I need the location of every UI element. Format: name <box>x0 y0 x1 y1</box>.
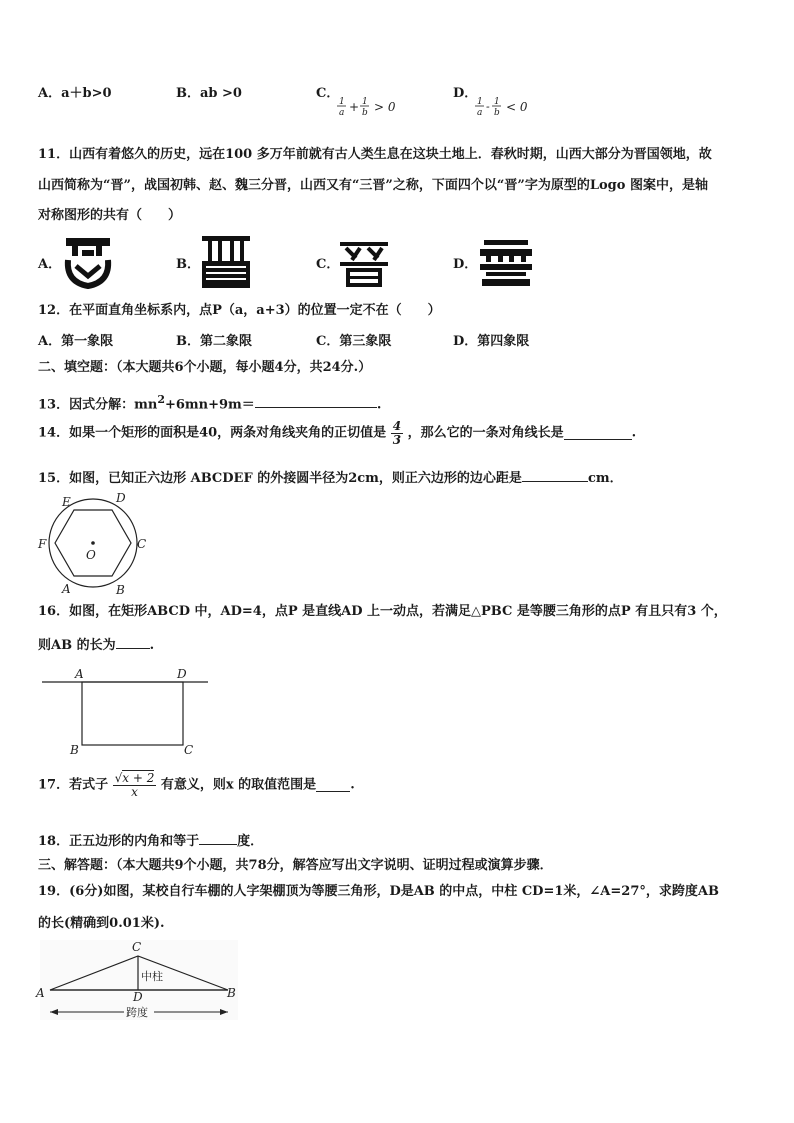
hexagon-label-c: C <box>137 537 147 551</box>
q10-option-a: A．a＋b>0 <box>38 86 112 101</box>
q14-fraction-num: 4 <box>392 419 402 433</box>
q15-stem: 15．如图，已知正六边形 ABCDEF 的外接圆半径为2cm，则正六边形的边心距是 <box>38 471 522 486</box>
q17-fraction-num: √x + 2 <box>114 771 155 785</box>
q13-prefix: 13．因式分解：mn <box>38 397 158 413</box>
q17-fraction <box>113 772 157 799</box>
q11-option-b-label: B． <box>176 257 200 272</box>
svg-text:1: 1 <box>339 97 345 107</box>
svg-text:< 0: < 0 <box>506 100 528 114</box>
q14-prefix: 14．如果一个矩形的面积是40，两条对角线夹角的正切值是 <box>38 425 387 441</box>
truss-label-pillar: 中柱 <box>141 970 163 983</box>
svg-text:a: a <box>339 108 345 118</box>
q17-suffix: 有意义，则x 的取值范围是 <box>160 777 317 793</box>
hexagon-label-e: E <box>62 495 71 509</box>
q11-line-2: 山西简称为“晋”，战国初韩、赵、魏三分晋，山西又有“三晋”之称，下面四个以“晋”字为原型的Logo 图案中，是轴 <box>38 178 708 193</box>
truss-figure <box>34 938 244 1026</box>
q13-sup: 2 <box>157 393 165 406</box>
q13-end: . <box>376 397 382 413</box>
hexagon-label-d: D <box>116 491 126 505</box>
q12-stem: 12．在平面直角坐标系内，点P（a，a+3）的位置一定不在（ ） <box>38 303 441 318</box>
q18-suffix: 度． <box>237 834 264 849</box>
q16-line-2-text: 则AB 的长为 <box>38 638 116 653</box>
q14-fraction-den: 3 <box>392 433 402 447</box>
q11-line-1: 11．山西有着悠久的历史，远在100 多万年前就有古人类生息在这块土地上．春秋时期，山西大部分为晋国领地，故 <box>38 147 712 162</box>
hexagon-label-f: F <box>38 537 47 551</box>
svg-text:+: + <box>349 100 360 114</box>
q15-unit: cm． <box>587 471 623 486</box>
jin-logo-a <box>62 236 114 290</box>
q18-prefix: 18．正五边形的内角和等于 <box>38 834 200 849</box>
q11-option-c-label: C． <box>316 257 340 272</box>
q15-answer-blank <box>522 469 588 482</box>
q16-answer-blank <box>116 636 150 649</box>
q17-radicand: x + 2 <box>122 771 155 785</box>
q13 <box>38 392 381 413</box>
hexagon-figure <box>34 490 154 598</box>
q10-option-c-label: C． <box>316 86 340 101</box>
q12-option-a: A．第一象限 <box>38 334 114 349</box>
q18-answer-blank <box>199 832 237 845</box>
truss-label-a: A <box>36 986 45 1000</box>
rect-label-b: B <box>70 743 79 757</box>
q11-option-d-label: D． <box>453 257 478 272</box>
q13-answer-blank <box>255 395 377 408</box>
truss-label-d: D <box>133 990 143 1004</box>
q16-end: . <box>149 638 155 653</box>
section-3-heading: 三、解答题：（本大题共9个小题，共78分，解答应写出文字说明、证明过程或演算步骤． <box>38 858 553 873</box>
q10-option-c-expr <box>336 96 406 120</box>
q10-option-d-label: D． <box>453 86 478 101</box>
svg-text:1: 1 <box>362 97 368 107</box>
q11-line-3: 对称图形的共有（ ） <box>38 208 182 223</box>
svg-text:1: 1 <box>494 97 500 107</box>
svg-text:b: b <box>494 108 500 118</box>
q12-option-d: D．第四象限 <box>453 334 530 349</box>
q17 <box>38 772 355 799</box>
q17-prefix: 17．若式子 <box>38 777 109 793</box>
q16-line-1: 16．如图，在矩形ABCD 中，AD=4，点P 是直线AD 上一动点，若满足△PBC 是等腰三角形的点P 有且只有3 个， <box>38 604 727 619</box>
q14-end: . <box>631 425 637 441</box>
svg-text:> 0: > 0 <box>374 100 396 114</box>
svg-text:-: - <box>486 100 490 113</box>
svg-text:b: b <box>362 108 368 118</box>
q14 <box>38 420 636 447</box>
q15-text <box>38 469 623 487</box>
q12-option-b: B．第二象限 <box>176 334 252 349</box>
truss-label-c: C <box>132 940 142 954</box>
q16-line-2 <box>38 636 154 654</box>
q17-answer-blank <box>316 779 350 792</box>
hexagon-label-o: O <box>86 548 96 562</box>
q17-fraction-den: x <box>131 785 138 799</box>
q13-rest: +6mn+9m＝ <box>164 397 255 413</box>
q17-end: . <box>350 777 355 793</box>
q19-line-1: 19．(6分)如图，某校自行车棚的人字架棚顶为等腰三角形，D是AB 的中点，中柱 CD=1米，∠A=27°，求跨度AB <box>38 884 719 899</box>
jin-logo-d <box>478 238 534 288</box>
truss-label-b: B <box>227 986 236 1000</box>
rect-label-c: C <box>184 743 194 757</box>
q14-suffix: ，那么它的一条对角线长是 <box>407 425 564 441</box>
rectangle-figure <box>38 664 218 760</box>
q11-option-a-label: A． <box>38 257 62 272</box>
section-2-heading: 二、填空题：（本大题共6个小题，每小题4分，共24分.） <box>38 360 372 375</box>
rect-label-d: D <box>177 667 187 681</box>
q14-answer-blank <box>564 427 632 440</box>
jin-logo-c <box>338 236 390 290</box>
jin-logo-b <box>200 234 252 290</box>
svg-text:1: 1 <box>477 97 483 107</box>
rect-label-a: A <box>75 667 84 681</box>
q19-line-2: 的长(精确到0.01米). <box>38 916 165 931</box>
q14-fraction <box>391 420 403 447</box>
q18 <box>38 832 263 850</box>
hexagon-label-b: B <box>116 583 125 597</box>
svg-text:a: a <box>477 108 483 118</box>
truss-label-span: 跨度 <box>126 1006 148 1019</box>
q12-option-c: C．第三象限 <box>316 334 392 349</box>
hexagon-label-a: A <box>62 582 71 596</box>
q10-option-b: B．ab >0 <box>176 86 242 101</box>
q10-option-d-expr <box>474 96 544 120</box>
